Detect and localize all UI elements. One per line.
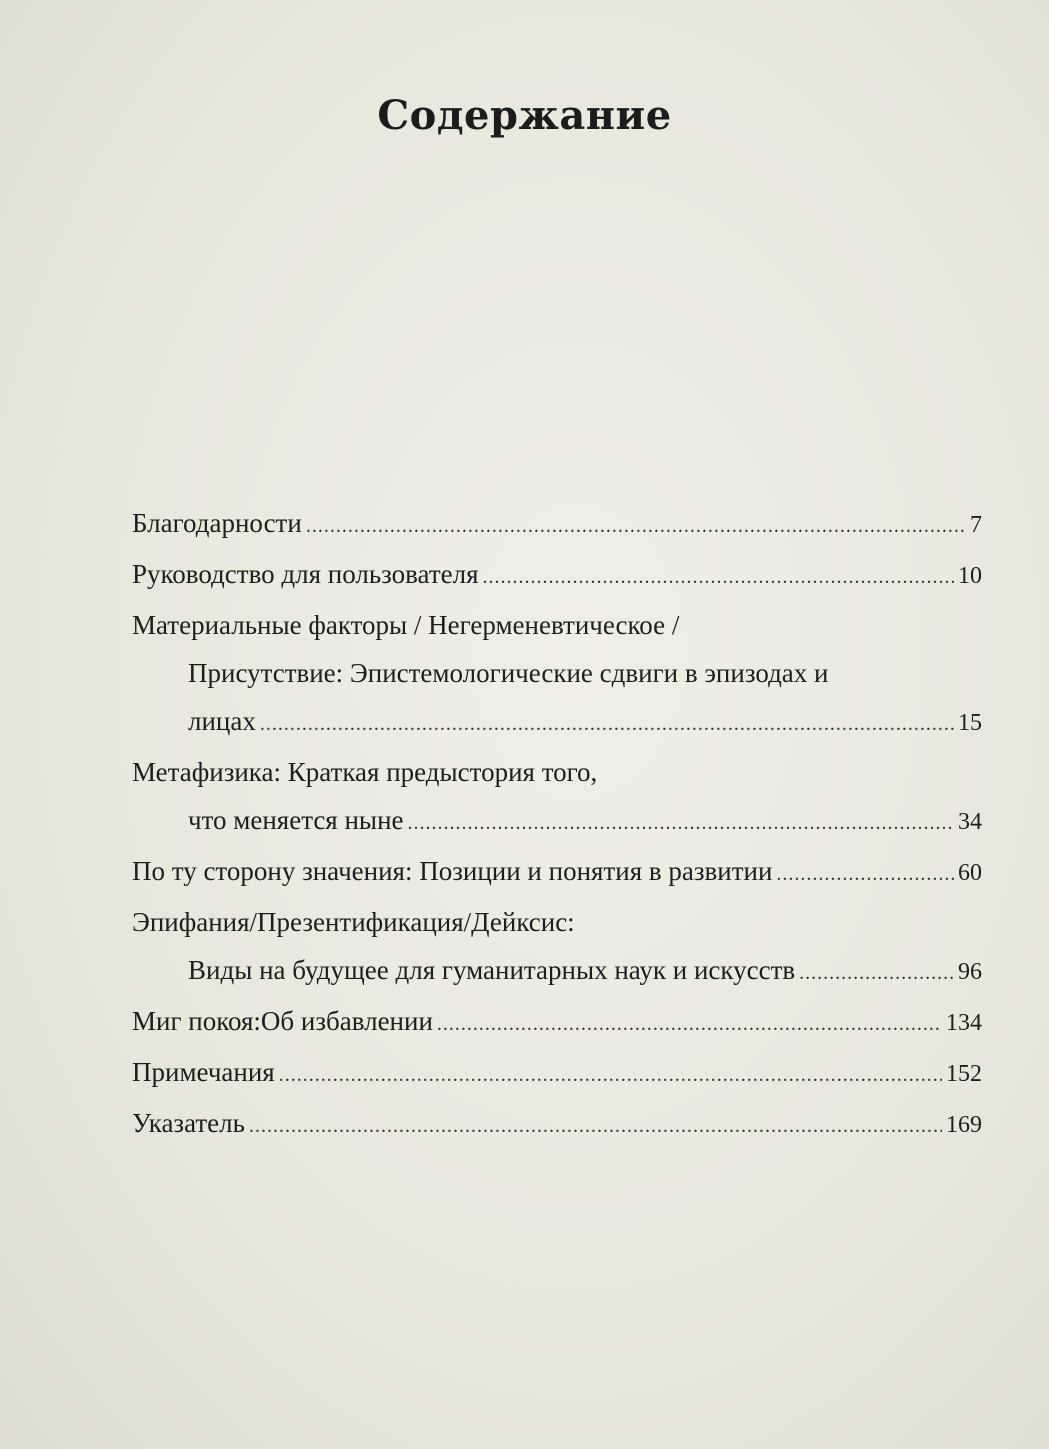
toc-entry-label: Благодарности [132, 508, 302, 538]
toc-entry-acknowledgements [132, 508, 982, 542]
toc-entry-user-guide [132, 559, 982, 593]
toc-entry-epiphany [132, 907, 982, 989]
dot-leader [437, 1009, 942, 1040]
toc-entry-label: что меняется ныне [188, 805, 404, 835]
toc-entry-label: Указатель [132, 1108, 245, 1138]
toc-entry-label: По ту сторону значения: Позиции и понятия в развитии [132, 856, 773, 886]
dot-leader [306, 511, 966, 542]
toc-page-number: 134 [946, 1010, 982, 1036]
dot-leader [249, 1111, 942, 1142]
toc-page-number: 15 [958, 710, 982, 736]
toc-page-number: 34 [958, 809, 982, 835]
toc-entry-index [132, 1108, 982, 1142]
toc-entry-label-line: Присутствие: Эпистемологические сдвиги в эпизодах и [188, 658, 829, 688]
dot-leader [776, 859, 954, 890]
toc-entry-beyond-meaning [132, 856, 982, 890]
dot-leader [799, 958, 954, 989]
toc-entry-notes [132, 1057, 982, 1091]
dot-leader [408, 808, 955, 839]
dot-leader [483, 562, 954, 593]
toc-entry-label: Виды на будущее для гуманитарных наук и искусств [188, 955, 796, 985]
toc-entry-label-line: Материальные факторы / Негерменевтическое / [132, 610, 680, 640]
toc-page-number: 10 [958, 563, 982, 589]
toc-page-number: 169 [946, 1112, 982, 1138]
toc-page-number: 152 [946, 1061, 982, 1087]
toc-page-number: 60 [958, 860, 982, 886]
toc-entry-label-line: Метафизика: Краткая предыстория того, [132, 757, 598, 787]
toc-entry-label: лицах [188, 706, 256, 736]
page-title: Содержание [377, 92, 672, 139]
toc-entry-label: Руководство для пользователя [132, 559, 479, 589]
dot-leader [279, 1060, 942, 1091]
toc-entry-label: Примечания [132, 1057, 275, 1087]
table-of-contents [132, 508, 982, 1159]
toc-page-number: 96 [958, 959, 982, 985]
toc-entry-metaphysics [132, 757, 982, 839]
toc-entry-material-factors [132, 610, 982, 740]
toc-entry-label-line: Эпифания/Презентификация/Дейксис: [132, 907, 575, 937]
toc-page-number: 7 [970, 512, 982, 538]
toc-entry-label: Миг покоя:Об избавлении [132, 1006, 433, 1036]
toc-entry-moment-of-rest [132, 1006, 982, 1040]
dot-leader [260, 709, 954, 740]
